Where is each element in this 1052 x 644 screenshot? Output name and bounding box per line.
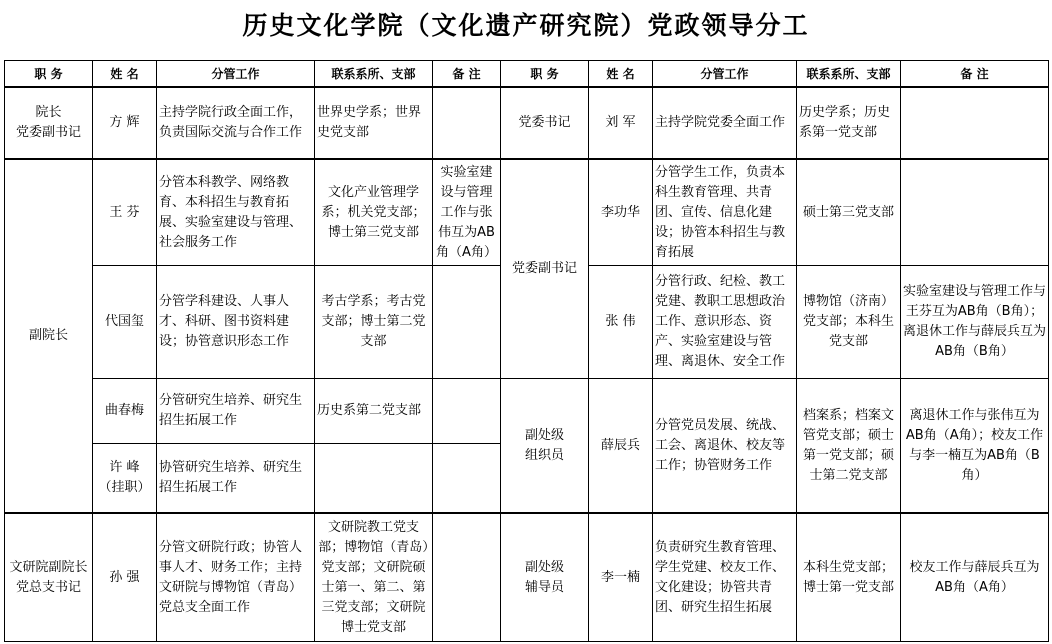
contact-cell: 硕士第三党支部 [797,159,901,266]
contact-cell: 历史学系；历史系第一党支部 [797,87,901,159]
duty-cell: 负责研究生教育管理、学生党建、校友工作、文化建设；协管共青团、研究生招生拓展 [653,513,797,642]
header-duty-left: 分管工作 [157,61,315,88]
position-cell: 党委副书记 [501,159,589,379]
contact-cell: 历史系第二党支部 [315,379,433,444]
contact-cell: 考古学系；考古党支部；博士第二党支部 [315,266,433,379]
note-cell: 校友工作与薛辰兵互为AB角（A角） [901,513,1049,642]
contact-cell [315,444,433,514]
contact-cell: 世界史学系；世界史党支部 [315,87,433,159]
header-duty-right: 分管工作 [653,61,797,88]
duty-cell: 分管研究生培养、研究生招生拓展工作 [157,379,315,444]
duty-cell: 分管学科建设、人事人才、科研、图书资料建设；协管意识形态工作 [157,266,315,379]
header-note-left: 备 注 [433,61,501,88]
position-cell: 院长 党委副书记 [5,87,93,159]
note-cell [901,159,1049,266]
header-name-left: 姓 名 [93,61,157,88]
page-title: 历史文化学院（文化遗产研究院）党政领导分工 [242,11,810,40]
table-row [5,379,1049,444]
header-row [5,61,1049,88]
name-cell: 刘 军 [589,87,653,159]
note-cell [433,513,501,642]
name-cell: 王 芬 [93,159,157,266]
name-cell: 许 峰 （挂职） [93,444,157,514]
note-cell [433,379,501,444]
duty-cell: 主持学院行政全面工作，负责国际交流与合作工作 [157,87,315,159]
name-cell: 李一楠 [589,513,653,642]
leadership-division-table [4,60,1049,642]
note-cell [433,87,501,159]
name-cell: 代国玺 [93,266,157,379]
name-cell: 方 辉 [93,87,157,159]
header-position-left: 职 务 [5,61,93,88]
contact-cell: 文化产业管理学系；机关党支部；博士第三党支部 [315,159,433,266]
position-cell: 副处级 组织员 [501,379,589,514]
header-note-right: 备 注 [901,61,1049,88]
position-cell: 文研院副院长 党总支书记 [5,513,93,642]
duty-cell: 协管研究生培养、研究生招生拓展工作 [157,444,315,514]
contact-cell: 档案系；档案文管党支部；硕士第一党支部；硕士第二党支部 [797,379,901,514]
note-cell [901,87,1049,159]
position-cell: 副处级 辅导员 [501,513,589,642]
contact-cell: 文研院教工党支部；博物馆（青岛）党支部；文研院硕士第一、第二、第三党支部；文研院博士党支部 [315,513,433,642]
position-cell-vice-dean: 副院长 [5,159,93,513]
note-cell [433,444,501,514]
note-cell: 实验室建设与管理工作与张伟互为AB角（A角） [433,159,501,266]
duty-cell: 分管党员发展、统战、工会、离退休、校友等工作；协管财务工作 [653,379,797,514]
contact-cell: 博物馆（济南）党支部；本科生党支部 [797,266,901,379]
table-row [5,159,1049,266]
header-position-right: 职 务 [501,61,589,88]
position-cell: 党委书记 [501,87,589,159]
table-row [5,513,1049,642]
table-row [5,87,1049,159]
contact-cell: 本科生党支部；博士第一党支部 [797,513,901,642]
name-cell: 曲春梅 [93,379,157,444]
note-cell: 实验室建设与管理工作与王芬互为AB角（B角）；离退休工作与薛辰兵互为AB角（B角） [901,266,1049,379]
name-cell: 薛辰兵 [589,379,653,514]
name-cell: 孙 强 [93,513,157,642]
header-name-right: 姓 名 [589,61,653,88]
header-contact-left: 联系系所、支部 [315,61,433,88]
duty-cell: 分管本科教学、网络教育、本科招生与教育拓展、实验室建设与管理、社会服务工作 [157,159,315,266]
header-contact-right: 联系系所、支部 [797,61,901,88]
name-cell: 李功华 [589,159,653,266]
duty-cell: 主持学院党委全面工作 [653,87,797,159]
duty-cell: 分管文研院行政；协管人事人才、财务工作；主持文研院与博物馆（青岛）党总支全面工作 [157,513,315,642]
note-cell [433,266,501,379]
name-cell: 张 伟 [589,266,653,379]
duty-cell: 分管行政、纪检、教工党建、教职工思想政治工作、意识形态、资产、实验室建设与管理、离退休、安全工作 [653,266,797,379]
duty-cell: 分管学生工作，负责本科生教育管理、共青团、宣传、信息化建设；协管本科招生与教育拓展 [653,159,797,266]
note-cell: 离退休工作与张伟互为AB角（A角）；校友工作与李一楠互为AB角（B角） [901,379,1049,514]
